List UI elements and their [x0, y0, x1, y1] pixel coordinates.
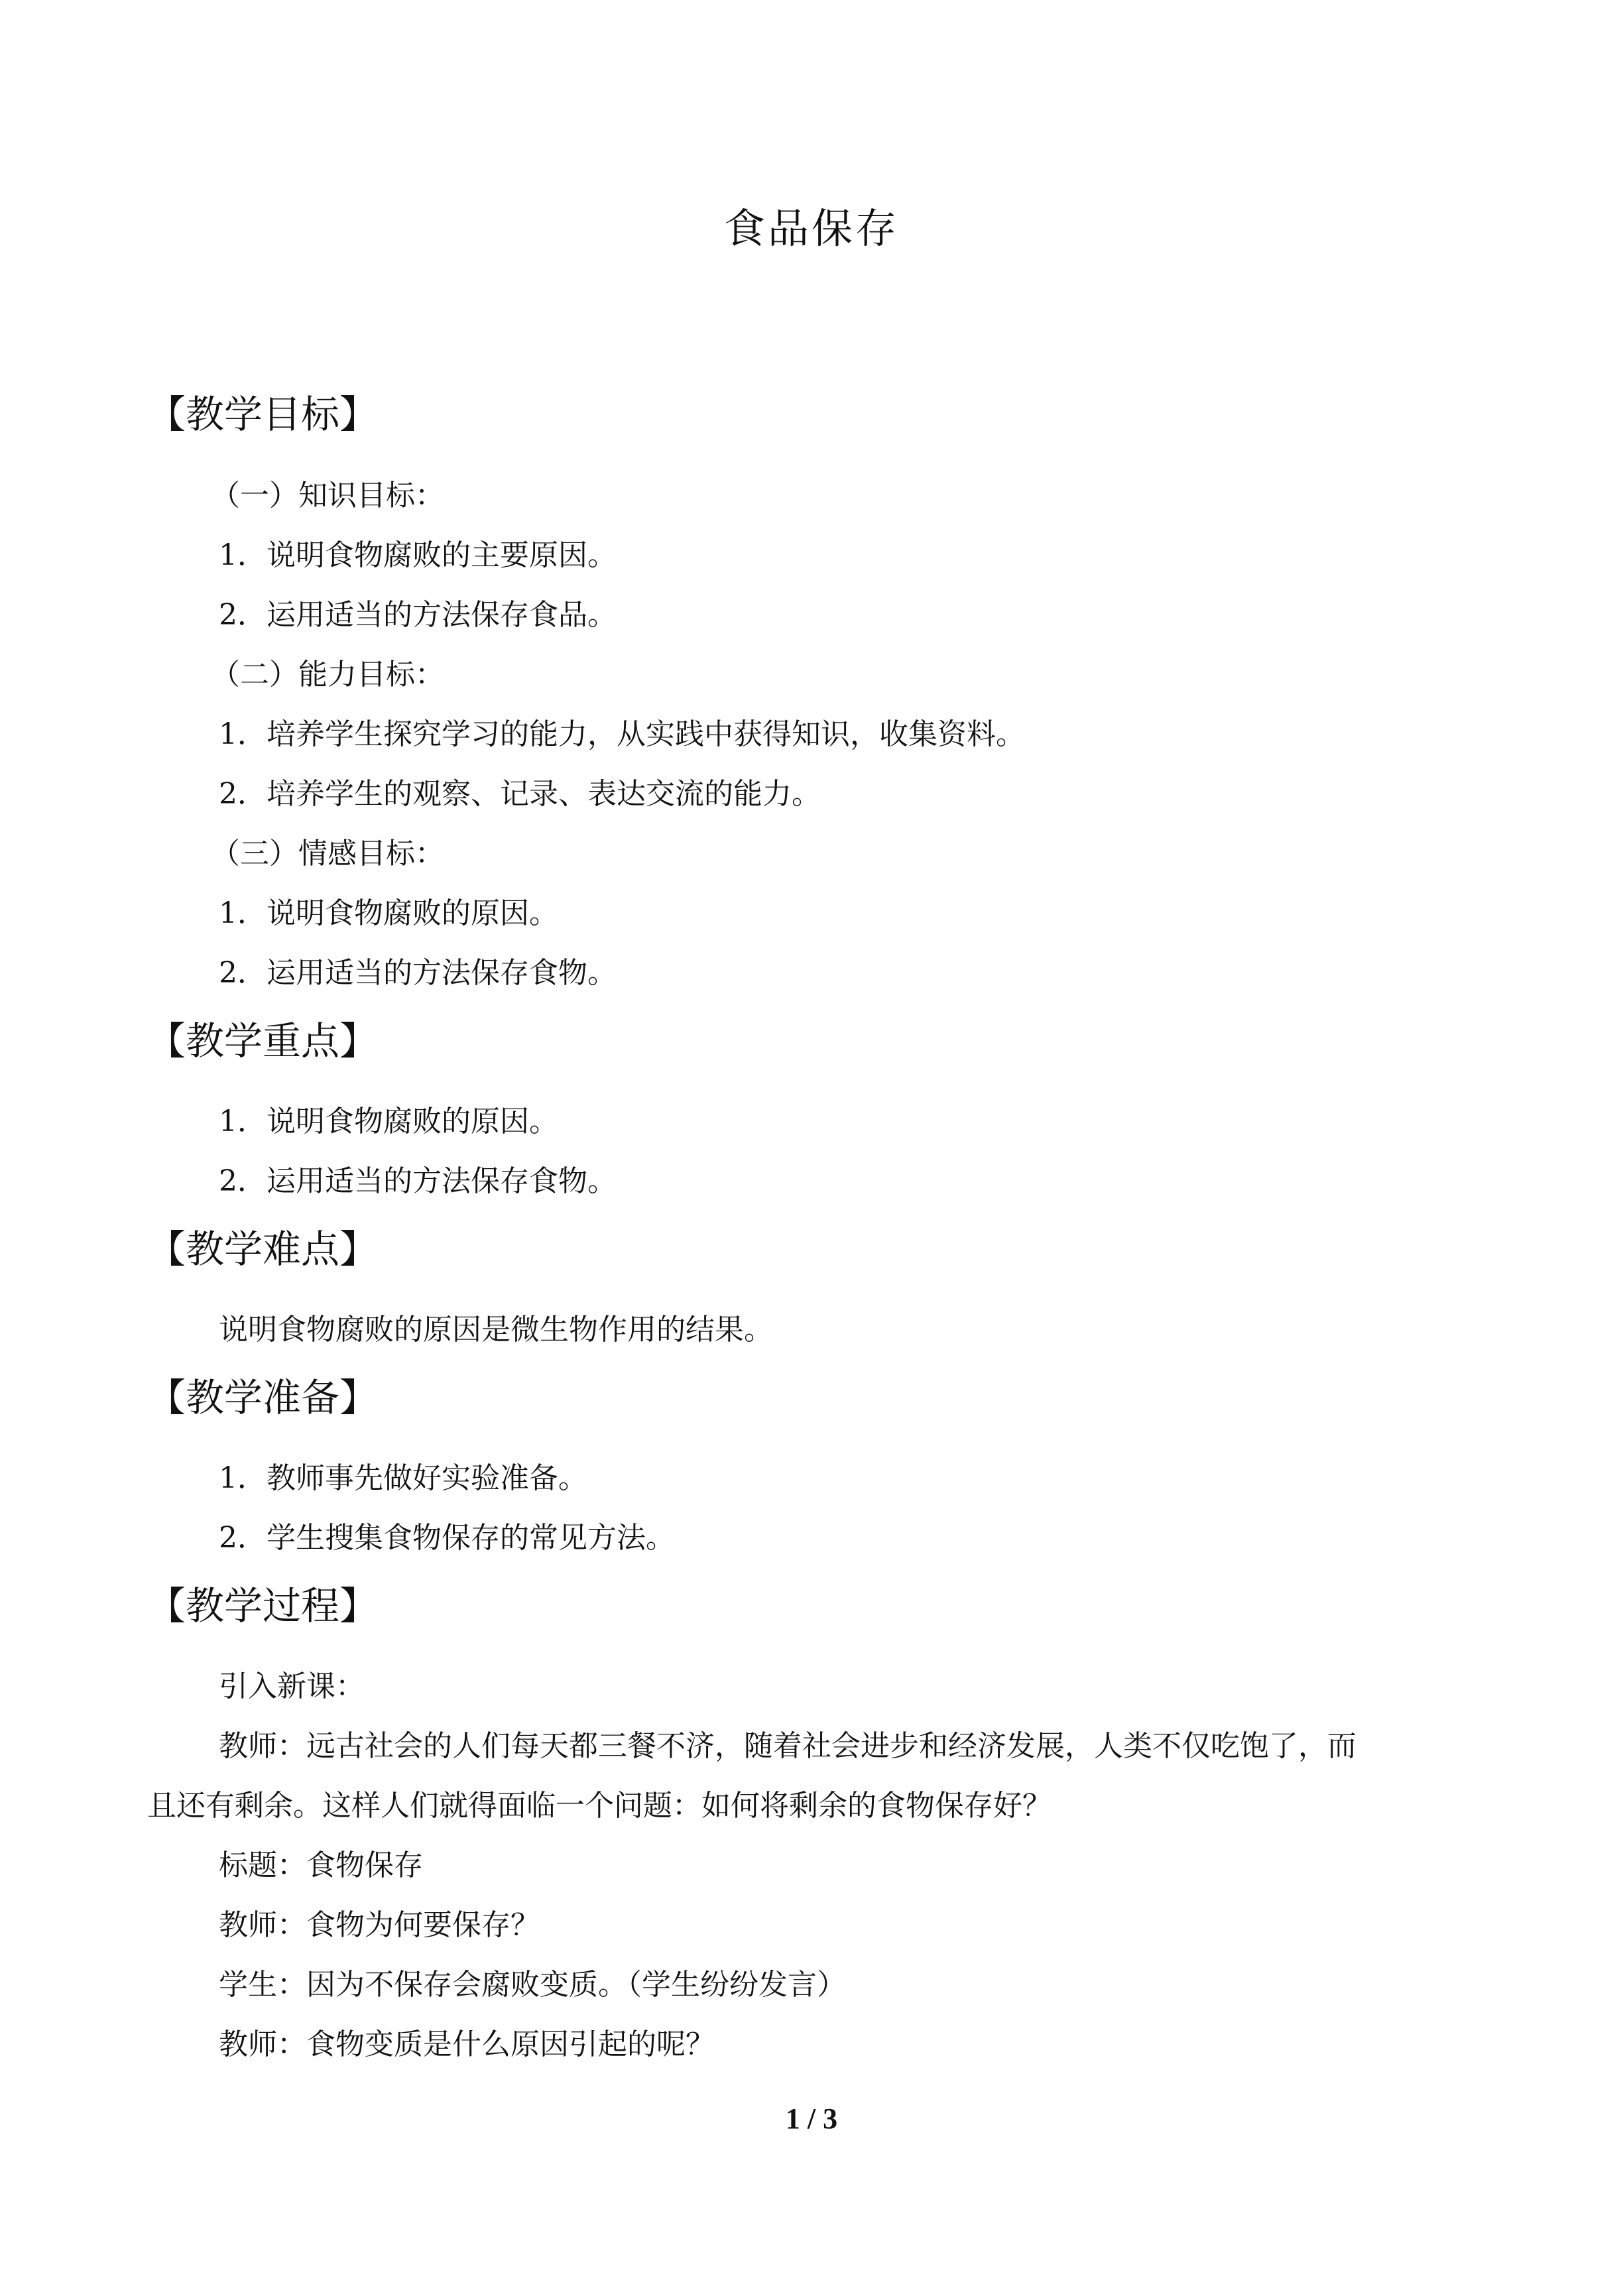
process-intro: 引入新课： — [219, 1669, 365, 1703]
emotion-goals-label: （三）情感目标： — [211, 837, 444, 871]
key-point-item: 1．说明食物腐败的原因。 — [219, 1105, 558, 1138]
page-number: 1 / 3 — [785, 2102, 838, 2135]
document-title: 食品保存 — [723, 204, 899, 253]
preparation-item: 1．教师事先做好实验准备。 — [219, 1461, 587, 1495]
section-heading-process: 【教学过程】 — [147, 1583, 379, 1628]
key-point-item: 2．运用适当的方法保存食物。 — [219, 1164, 617, 1198]
section-heading-key-points: 【教学重点】 — [147, 1018, 379, 1063]
process-dialogue-line: 教师：食物变质是什么原因引起的呢？ — [219, 2027, 715, 2061]
knowledge-goals-label: （一）知识目标： — [211, 479, 444, 513]
process-topic: 标题：食物保存 — [219, 1848, 423, 1882]
ability-goals-label: （二）能力目标： — [211, 658, 444, 692]
knowledge-goal-item: 1．说明食物腐败的主要原因。 — [219, 538, 617, 572]
process-dialogue-line: 教师：食物为何要保存？ — [219, 1908, 540, 1942]
ability-goal-item: 1．培养学生探究学习的能力，从实践中获得知识，收集资料。 — [219, 717, 1025, 751]
emotion-goal-item: 2．运用适当的方法保存食物。 — [219, 956, 617, 990]
emotion-goal-item: 1．说明食物腐败的原因。 — [219, 896, 558, 930]
section-heading-preparation: 【教学准备】 — [147, 1375, 379, 1420]
section-heading-goals: 【教学目标】 — [147, 392, 379, 437]
process-dialogue-line: 学生：因为不保存会腐败变质。（学生纷纷发言） — [219, 1968, 846, 2002]
section-heading-difficulties: 【教学难点】 — [147, 1227, 379, 1272]
difficulty-text: 说明食物腐败的原因是微生物作用的结果。 — [219, 1313, 773, 1347]
ability-goal-item: 2．培养学生的观察、记录、表达交流的能力。 — [219, 777, 821, 811]
knowledge-goal-item: 2．运用适当的方法保存食品。 — [219, 598, 617, 632]
process-paragraph: 教师：远古社会的人们每天都三餐不济，随着社会进步和经济发展，人类不仅吃饱了，而 — [219, 1729, 1356, 1763]
process-paragraph-continued: 且还有剩余。这样人们就得面临一个问题：如何将剩余的食物保存好？ — [147, 1789, 1052, 1823]
preparation-item: 2．学生搜集食物保存的常见方法。 — [219, 1521, 675, 1555]
